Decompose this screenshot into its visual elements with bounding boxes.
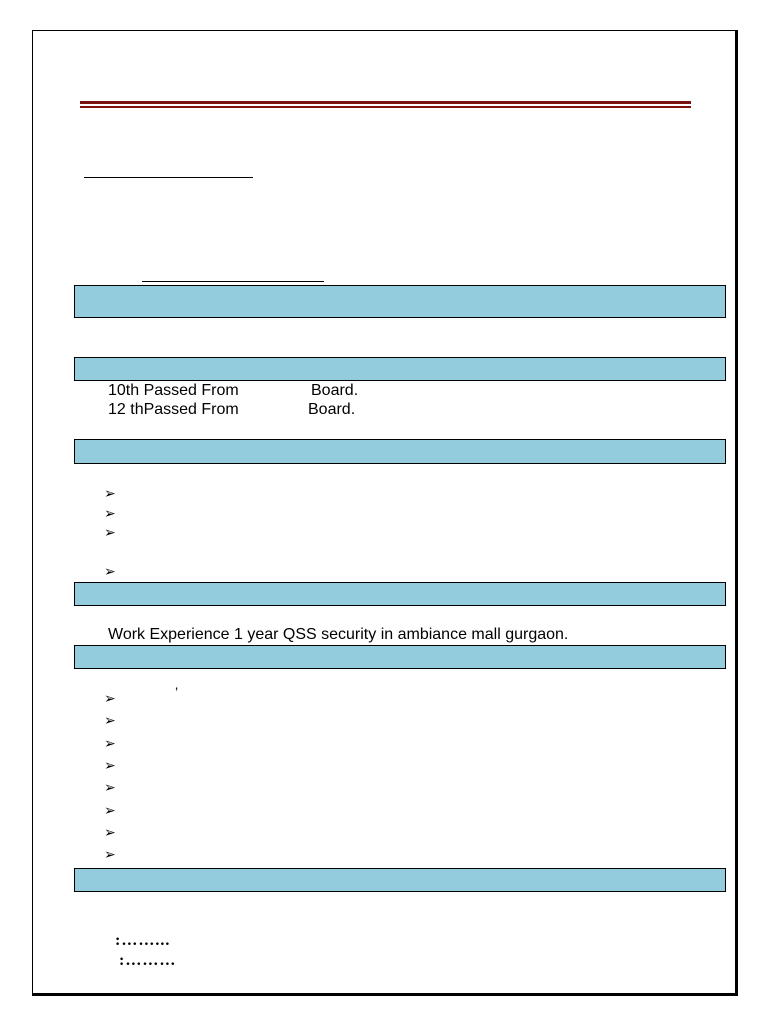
bullet-icon: ➢: [104, 485, 116, 501]
section-bar-skills: [74, 439, 726, 464]
section-bar-declaration: [74, 868, 726, 892]
education-line-1-prefix: 10th Passed From: [108, 382, 239, 399]
stray-apostrophe: ’: [175, 684, 179, 700]
signature-place-line: :……...: [115, 932, 171, 949]
title-rule: [80, 101, 691, 104]
section-bar-education: [74, 357, 726, 381]
page-frame: [32, 30, 736, 994]
bullet-icon: ➢: [104, 779, 116, 795]
bullet-icon: ➢: [104, 757, 116, 773]
bullet-icon: ➢: [104, 846, 116, 862]
education-line-2-prefix: 12 thPassed From: [108, 401, 239, 418]
bullet-icon: ➢: [104, 824, 116, 840]
objective-underline: [142, 281, 324, 282]
bullet-icon: ➢: [104, 505, 116, 521]
title-rule-secondary: [80, 106, 691, 108]
education-line-2-suffix: Board.: [308, 401, 356, 418]
section-bar-objective: [74, 285, 726, 318]
signature-date-line: :………: [119, 952, 177, 969]
section-bar-personal: [74, 645, 726, 669]
bullet-icon: ➢: [104, 802, 116, 818]
bullet-icon: ➢: [104, 712, 116, 728]
bullet-icon: ➢: [104, 563, 116, 579]
name-underline: [84, 177, 253, 178]
experience-text: Work Experience 1 year QSS security in ambiance mall gurgaon.: [108, 626, 569, 643]
bullet-icon: ➢: [104, 690, 116, 706]
bullet-icon: ➢: [104, 524, 116, 540]
education-line-1-suffix: Board.: [311, 382, 359, 399]
bullet-icon: ➢: [104, 735, 116, 751]
section-bar-experience: [74, 582, 726, 606]
